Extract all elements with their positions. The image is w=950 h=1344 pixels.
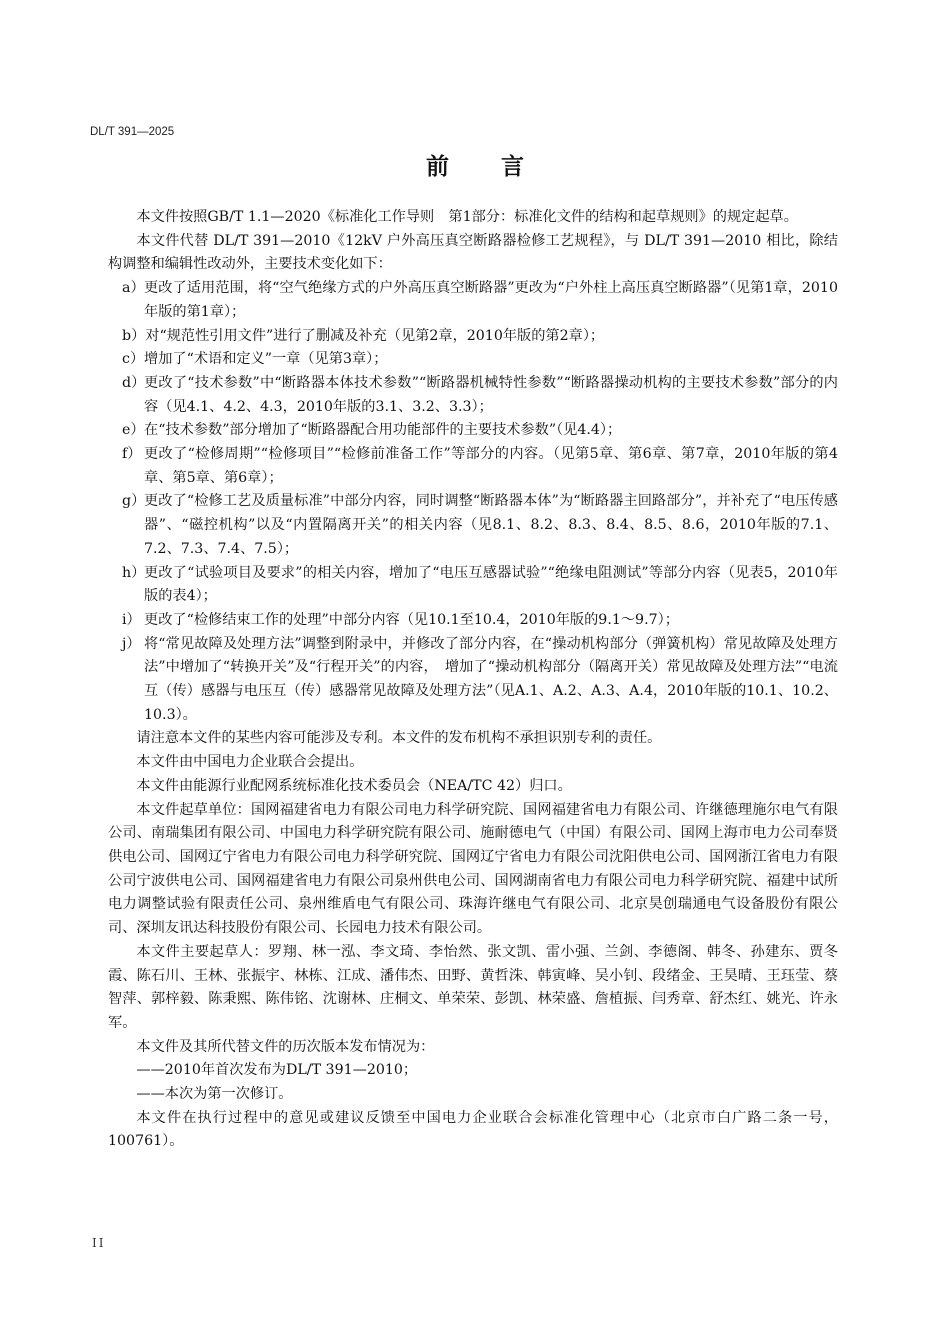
paragraph-drafting-units: 本文件起草单位：国网福建省电力有限公司电力科学研究院、国网福建省电力有限公司、许继德理施尔电气有限公司、南瑞集团有限公司、中国电力科学研究院有限公司、施耐德电气（中国）有限公司、国网上海市电力公司奉贤供电公司、国网辽宁省电力有限公司电力科学研究院、国网辽宁省电力有限公司沈阳供电公司、国网浙江省电力有限公司宁波供电公司、国网福建省电力有限公司泉州供电公司、国网湖南省电力有限公司电力科学研究院、福建中试所电力调整试验有限责任公司、泉州维盾电气有限公司、珠海许继电气有限公司、北京昊创瑞通电气设备股份有限公司、深圳友讯达科技股份有限公司、长园电力技术有限公司。 (108, 801, 838, 937)
change-item (108, 348, 838, 372)
foreword-body (108, 206, 838, 1154)
change-item-text: 更改了适用范围，将“空气绝缘方式的户外高压真空断路器”更改为“户外柱上高压真空断路器”（见第1章，2010年版的第1章）； (144, 280, 838, 320)
change-item (108, 490, 838, 561)
change-item-text: 对“规范性引用文件”进行了删减及补充（见第2章，2010年版的第2章）； (145, 327, 605, 344)
change-item (108, 562, 838, 609)
change-item-label: c） (122, 351, 145, 368)
change-item-text: 更改了“试验项目及要求”的相关内容，增加了“电压互感器试验”“绝缘电阻测试”等部分内容（见表5，2010年版的表4）； (144, 564, 838, 605)
paragraph-replaces: 本文件代替 DL/T 391—2010《12kV 户外高压真空断路器检修工艺规程》，与 DL/T 391—2010 相比，除结构调整和编辑性改动外，主要技术变化如下： (108, 232, 838, 273)
paragraph-patent-notice: 请注意本文件的某些内容可能涉及专利。本文件的发布机构不承担识别专利的责任。 (136, 730, 662, 747)
change-item-text: 更改了“检修周期”“检修项目”“检修前准备工作”等部分的内容。（见第5章、第6章、第7章，2010年版的第4章、第5章、第6章）； (144, 446, 838, 486)
page-number: II (92, 1236, 106, 1250)
change-item (108, 277, 838, 324)
change-item-text: 在“技术参数”部分增加了“断路器配合用功能部件的主要技术参数”（见4.4）； (144, 422, 622, 439)
paragraph-drafters: 本文件主要起草人：罗翔、林一泓、李文琦、李怡然、张文凯、雷小强、兰剑、李德阁、韩冬、孙建东、贾冬霞、陈石川、王林、张振宇、林栋、江成、潘伟杰、田野、黄哲洙、韩寅峰、吴小钊、段绪金、王昊晴、王珏莹、蔡智萍、郭梓毅、陈秉熙、陈伟铭、沈谢林、庄桐文、单荣荣、彭凯、林荣盛、詹植振、闫秀章、舒杰红、姚光、许永军。 (108, 943, 838, 1031)
change-item (108, 633, 838, 728)
paragraph-drafting-rules: 本文件按照GB/T 1.1—2020《标准化工作导则 第1部分：标准化文件的结构和起草规则》的规定起草。 (136, 209, 798, 225)
change-item-text: 更改了“检修结束工作的处理”中部分内容（见10.1至10.4，2010年版的9.1～9.7）； (144, 611, 679, 628)
change-item (108, 443, 838, 490)
change-item-label: i） (122, 611, 141, 628)
change-item-label: j） (122, 635, 141, 652)
change-item-text: 更改了“检修工艺及质量标准”中部分内容，同时调整“断路器本体”为“断路器主回路部分”，并补充了“电压传感器”、“磁控机构”以及“内置隔离开关”的相关内容（见8.1、8.2、8.3、8.4、8.5、8.6，2010年版的7.1、7.2、7.3、7.4、7.5）； (144, 493, 838, 557)
document-code-header: DL/T 391—2025 (90, 126, 175, 138)
paragraph-history-item: ——2010年首次发布为DL/T 391—2010； (136, 1062, 418, 1079)
paragraph-centralized-by: 本文件由能源行业配网系统标准化技术委员会（NEA/TC 42）归口。 (136, 777, 572, 794)
paragraph-history-intro: 本文件及其所代替文件的历次版本发布情况为： (136, 1038, 435, 1055)
change-item-text: 将“常见故障及处理方法”调整到附录中，并修改了部分内容，在“操动机构部分（弹簧机构）常见故障及处理方法”中增加了“转换开关”及“行程开关”的内容， 增加了“操动机构部分（隔离开关）常见故障及处理方法”“电流互（传）感器与电压互（传）感器常见故障及处理方法”（见A.1、A.2、A.3、A.4，2010年版的10.1、10.2、10.3）。 (144, 635, 838, 723)
change-item-label: a） (122, 280, 145, 297)
change-item-label: e） (122, 422, 145, 439)
change-item (108, 372, 838, 419)
paragraph-history-item: ——本次为第一次修订。 (136, 1086, 293, 1103)
change-item-label: b） (122, 327, 146, 344)
change-item-label: f） (122, 446, 142, 463)
change-item-text: 更改了“技术参数”中“断路器本体技术参数”“断路器机械特性参数”“断路器操动机构的主要技术参数”部分的内容（见4.1、4.2、4.3，2010年版的3.1、3.2、3.3）； (144, 374, 838, 415)
paragraph-proposed-by: 本文件由中国电力企业联合会提出。 (136, 754, 364, 771)
change-item (108, 325, 838, 349)
change-item-label: h） (122, 564, 146, 581)
paragraph-feedback: 本文件在执行过程中的意见或建议反馈至中国电力企业联合会标准化管理中心（北京市白广路二条一号，100761）。 (108, 1109, 838, 1150)
change-item (108, 419, 838, 443)
change-item-text: 增加了“术语和定义”一章（见第3章）； (144, 351, 388, 368)
change-item-label: g） (122, 493, 146, 510)
change-item (108, 609, 838, 633)
page-title: 前言 (426, 154, 576, 180)
change-item-label: d） (122, 374, 146, 391)
